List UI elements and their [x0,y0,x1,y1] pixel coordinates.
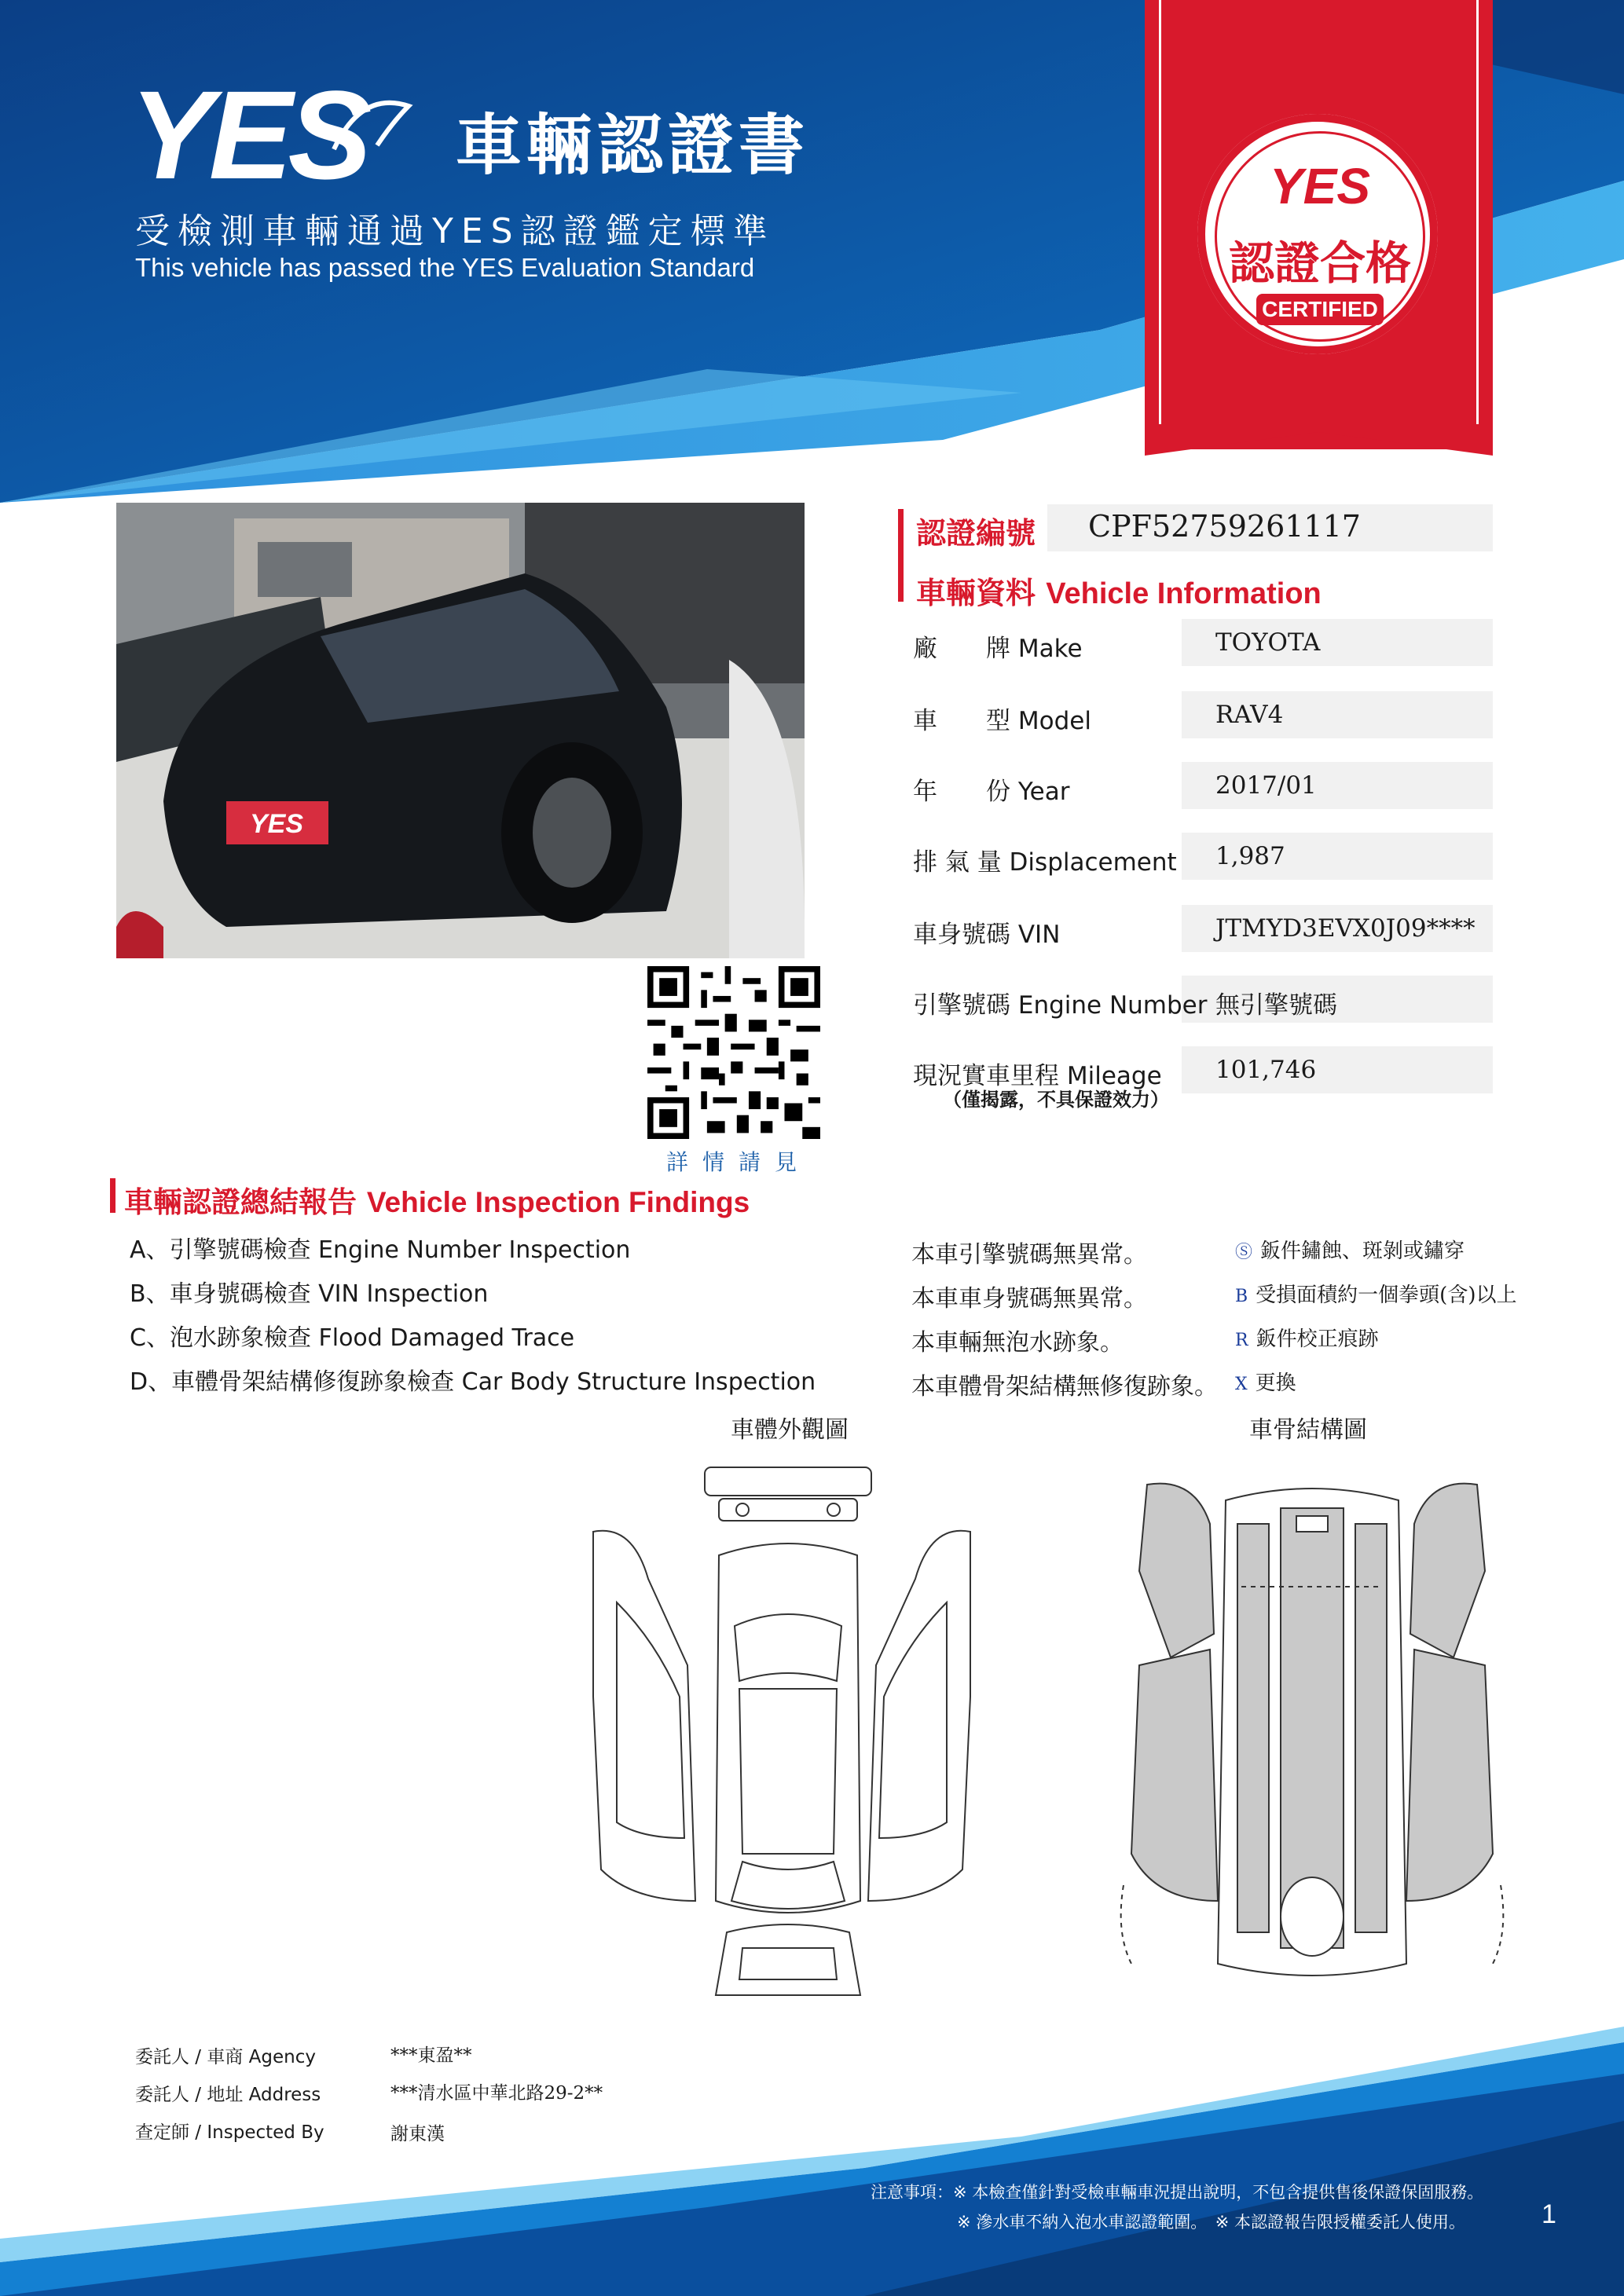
make-value: TOYOTA [1215,628,1321,657]
model-label: 車 型 Model [913,707,1091,735]
vin-label: 車身號碼 VIN [913,921,1061,949]
agency-label: 委託人 / 車商 Agency [135,2047,316,2067]
vin-value: JTMYD3EVX0J09**** [1215,914,1476,943]
qr-caption: 詳情請見 [666,1149,812,1175]
finding-vin-label: B、車身號碼檢查 VIN Inspection [130,1280,489,1308]
mileage-label: 現況實車里程 Mileage [913,1062,1162,1090]
findings-accent-bar [110,1178,115,1213]
exterior-diagram-title: 車體外觀圖 [731,1416,849,1444]
legend-rust [1235,1235,1465,1264]
engine-number-label: 引擎號碼 Engine Number [913,991,1208,1020]
finding-flood-label: C、泡水跡象檢查 Flood Damaged Trace [130,1324,575,1352]
legend-repair-text: 鈑件校正痕跡 [1256,1327,1379,1351]
findings-title-zh: 車輛認證總結報告 [124,1185,357,1219]
finding-flood-result: 本車輛無泡水跡象。 [911,1329,1124,1357]
legend-dent-text: 受損面積約一個拳頭(含)以上 [1256,1283,1517,1307]
engine-number-value: 無引擎號碼 [1215,991,1337,1020]
address-label: 委託人 / 地址 Address [135,2085,321,2105]
legend-dent-symbol: B [1235,1287,1248,1306]
finding-structure-result: 本車體骨架結構無修復跡象。 [911,1373,1218,1401]
inspector-label: 查定師 / Inspected By [135,2122,324,2143]
make-label: 廠 牌 Make [913,635,1083,663]
address-value: ***清水區中華北路29-2** [390,2083,603,2104]
document-title: 車輛認證書 [456,107,810,184]
seal-label-zh: 認證合格 [1228,236,1411,290]
findings-title-en: Vehicle Inspection Findings [366,1186,750,1218]
displacement-label: 排 氣 量 Displacement [913,848,1177,877]
seal-logo: YES [1269,158,1371,214]
legend-replace-text: 更換 [1255,1371,1296,1395]
model-value: RAV4 [1215,701,1284,729]
subtitle-zh: 受檢測車輛通過YES認證鑑定標準 [135,211,775,251]
vehicle-info-title [916,569,1322,612]
seal-label-en: CERTIFIED [1256,294,1384,325]
legend-dent [1235,1279,1516,1308]
footer-note-1: 注意事項：※ 本檢查僅針對受檢車輛車況提出說明，不包含提供售後保證保固服務。 [871,2183,1484,2202]
displacement-value: 1,987 [1215,842,1285,870]
finding-engine-label: A、引擎號碼檢查 Engine Number Inspection [130,1236,631,1264]
findings-title [124,1178,750,1221]
inspector-value: 謝東漢 [390,2124,445,2144]
structure-diagram [1108,1477,1516,1979]
qr-code[interactable] [647,966,820,1139]
svg-text:YES: YES [250,809,304,839]
vehicle-photo [116,503,805,958]
legend-repair [1235,1323,1379,1352]
car-swoosh-icon [330,75,416,161]
mileage-note: （僅揭露，不具保證效力） [943,1089,1169,1111]
exterior-diagram [585,1461,978,2003]
vehicle-info-title-zh: 車輛資料 [916,576,1036,610]
cert-number-value: CPF52759261117 [1088,509,1361,544]
certified-seal [1197,114,1438,354]
footer-note-2: ※ 滲水車不納入泡水車認證範圍。 ※ 本認證報告限授權委託人使用。 [957,2213,1466,2232]
vehicle-info-title-en: Vehicle Information [1046,577,1322,610]
year-label: 年 份 Year [913,778,1070,806]
finding-structure-label: D、車體骨架結構修復跡象檢查 Car Body Structure Inspection [130,1368,816,1396]
finding-engine-result: 本車引擎號碼無異常。 [911,1241,1147,1269]
page-number: 1 [1542,2199,1556,2229]
header-logo: YES [130,64,368,205]
agency-value: ***東盈** [390,2045,472,2066]
cert-accent-bar [898,509,904,602]
legend-replace [1235,1367,1296,1396]
finding-vin-result: 本車車身號碼無異常。 [911,1285,1147,1313]
footer-background [0,2027,1624,2296]
cert-number-label: 認證編號 [916,516,1036,551]
legend-rust-symbol: Ⓢ [1235,1243,1253,1262]
legend-rust-text: 鈑件鏽蝕、斑剝或鏽穿 [1260,1240,1465,1263]
structure-diagram-title: 車骨結構圖 [1249,1416,1367,1444]
year-value: 2017/01 [1215,771,1317,800]
legend-repair-symbol: R [1235,1331,1248,1350]
mileage-value: 101,746 [1215,1056,1317,1084]
subtitle-en: This vehicle has passed the YES Evaluation Standard [135,253,755,282]
legend-replace-symbol: X [1235,1375,1248,1394]
